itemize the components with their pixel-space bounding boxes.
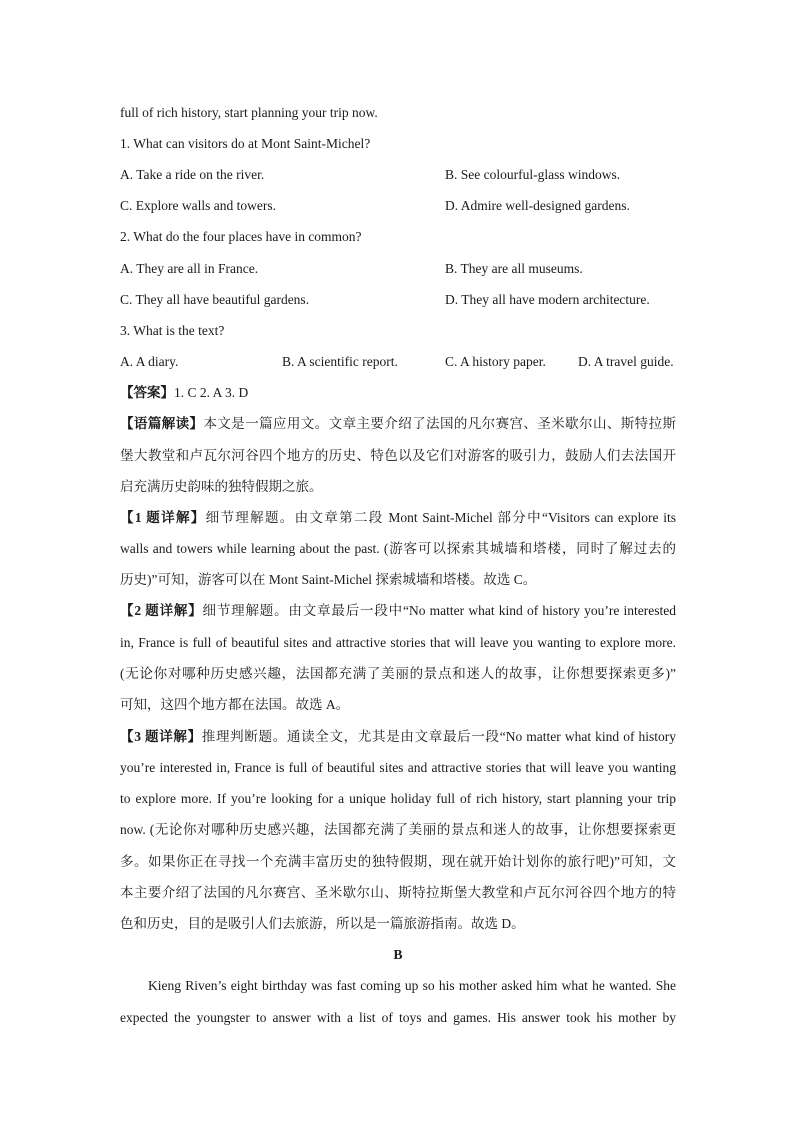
question-1-option-d: D. Admire well-designed gardens. — [445, 198, 630, 213]
analysis-line-2: 堡大教堂和卢瓦尔河谷四个地方的历史、特色以及它们对游客的吸引力，鼓励人们去法国开 — [120, 448, 676, 463]
section-b-heading: B — [393, 947, 403, 962]
question-3-option-b: B. A scientific report. — [282, 354, 398, 369]
explain-1-line-1 — [120, 508, 676, 528]
analysis-label: 【语篇解读】 — [120, 416, 204, 431]
question-3-option-c: C. A history paper. — [445, 354, 546, 369]
section-b-line-1: Kieng Riven’s eight birthday was fast coming up so his mother asked him what he wanted. She — [148, 978, 676, 993]
answer-values: 1. C 2. A 3. D — [174, 385, 249, 400]
question-2-option-c: C. They all have beautiful gardens. — [120, 292, 310, 307]
explain-2-text-1: 细节理解题。由文章最后一段中“No matter what kind of history you’re interested — [202, 603, 676, 618]
explain-2-label: 【2 题详解】 — [120, 603, 203, 618]
intro-tail-line: full of rich history, start planning your trip now. — [120, 105, 378, 120]
explain-3-line-6: 本主要介绍了法国的凡尔赛宫、圣米歇尔山、斯特拉斯堡大教堂和卢瓦尔河谷四个地方的特 — [120, 885, 676, 900]
question-2-option-d: D. They all have modern architecture. — [445, 292, 650, 307]
explain-3-text-1: 推理判断题。通读全文，尤其是由文章最后一段“No matter what kind of history — [201, 729, 677, 744]
question-1-stem: 1. What can visitors do at Mont Saint-Michel? — [120, 136, 371, 151]
analysis-line-3: 启充满历史韵味的独特假期之旅。 — [120, 479, 323, 494]
explain-3-line-1 — [120, 727, 676, 747]
question-2-option-b: B. They are all museums. — [445, 261, 583, 276]
explain-2-line-2: in, France is full of beautiful sites and attractive stories that will leave you wanting to explore more. — [120, 635, 676, 650]
answer-label: 【答案】 — [120, 385, 174, 400]
explain-3-line-5: 多。如果你正在寻找一个充满丰富历史的独特假期，现在就开始计划你的旅行吧)”可知，文 — [120, 854, 676, 869]
analysis-text-1: 本文是一篇应用文。文章主要介绍了法国的凡尔赛宫、圣米歇尔山、斯特拉斯 — [203, 416, 677, 431]
explain-3-line-2: you’re interested in, France is full of beautiful sites and attractive stories that will leave you wanting — [120, 760, 676, 775]
question-3-option-a: A. A diary. — [120, 354, 179, 369]
explain-3-line-7: 色和历史，目的是吸引人们去旅游，所以是一篇旅游指南。故选 D。 — [120, 916, 525, 931]
section-b-line-2: expected the youngster to answer with a list of toys and games. His answer took his mother by — [120, 1010, 676, 1025]
explain-2-line-4: 可知，这四个地方都在法国。故选 A。 — [120, 697, 350, 712]
question-2-stem: 2. What do the four places have in common? — [120, 229, 362, 244]
explain-3-label: 【3 题详解】 — [120, 729, 202, 744]
question-3-option-d: D. A travel guide. — [578, 354, 674, 369]
analysis-line-1 — [120, 414, 676, 434]
explain-1-label: 【1 题详解】 — [120, 510, 206, 525]
explain-3-line-4: now. (无论你对哪种历史感兴趣，法国都充满了美丽的景点和迷人的故事，让你想要探索更 — [120, 822, 676, 837]
question-1-option-a: A. Take a ride on the river. — [120, 167, 265, 182]
answer-line — [120, 383, 676, 403]
explain-3-line-3: to explore more. If you’re looking for a unique holiday full of rich history, start planning your trip — [120, 791, 676, 806]
explain-1-line-3: 历史)”可知，游客可以在 Mont Saint-Michel 探索城墙和塔楼。故选 C。 — [120, 572, 537, 587]
explain-1-text-1: 细节理解题。由文章第二段 Mont Saint-Michel 部分中“Visitors can explore its — [205, 510, 676, 525]
question-1-option-c: C. Explore walls and towers. — [120, 198, 276, 213]
question-1-option-b: B. See colourful-glass windows. — [445, 167, 621, 182]
explain-1-line-2: walls and towers while learning about the past. (游客可以探索其城墙和塔楼，同时了解过去的 — [120, 541, 676, 556]
question-3-stem: 3. What is the text? — [120, 323, 225, 338]
explain-2-line-1 — [120, 601, 676, 621]
question-2-option-a: A. They are all in France. — [120, 261, 259, 276]
explain-2-line-3: (无论你对哪种历史感兴趣，法国都充满了美丽的景点和迷人的故事，让你想要探索更多)” — [120, 666, 676, 681]
